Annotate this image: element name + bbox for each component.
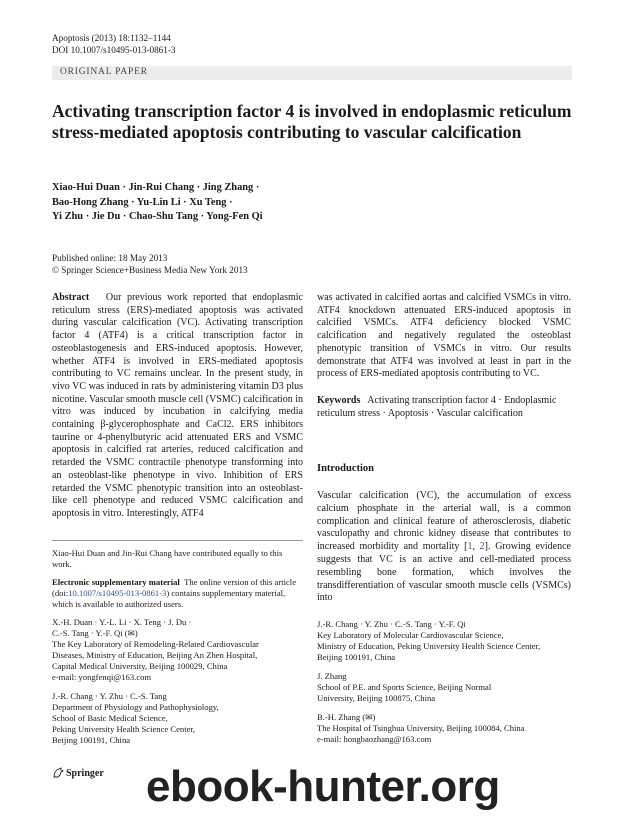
introduction-heading: Introduction: [317, 463, 374, 474]
intro-text-before: Vascular calcification (VC), the accumulation of excess calcium phosphate in the arterial wall, is a common complication and clinical feature of atherosclerosis, diabetic vasculopathy and chronic kidney disease that contributes to increased morbidity and mortality [: [317, 490, 571, 553]
affiliation-line: Department of Physiology and Pathophysiology,: [52, 702, 219, 712]
affiliation: [317, 619, 573, 663]
affiliation-line: The Key Laboratory of Remodeling-Related Cardiovascular: [52, 639, 259, 649]
affiliation-line: Beijing 100191, China: [52, 735, 131, 745]
section-label: ORIGINAL PAPER: [60, 67, 148, 77]
affiliation-line: University, Beijing 100875, China: [317, 693, 436, 703]
affiliation-names: B.-H. Zhang (✉): [317, 712, 376, 722]
copyright: © Springer Science+Business Media New York 2013: [52, 265, 248, 275]
journal-doi: DOI 10.1007/s10495-013-0861-3: [52, 45, 176, 55]
affiliation-line: School of Basic Medical Science,: [52, 713, 168, 723]
keywords: [317, 395, 571, 420]
ref-separator: ,: [472, 541, 480, 553]
affiliation-names: C.-S. Tang · Y.-F. Qi (✉): [52, 628, 138, 638]
affiliation-line: Beijing 100191, China: [317, 652, 396, 662]
affiliation: [52, 617, 303, 683]
publisher-name: Springer: [66, 768, 104, 779]
affiliation-email: e-mail: yongfenqi@163.com: [52, 672, 152, 682]
reference-link[interactable]: 1: [467, 541, 473, 553]
affiliation-line: Key Laboratory of Molecular Cardiovascular Science,: [317, 630, 504, 640]
introduction-text: [317, 490, 571, 605]
footnote-divider: [52, 540, 303, 541]
esm-text: The online version of this article (doi:: [52, 577, 297, 598]
affiliation-names: J. Zhang: [317, 671, 347, 681]
author-line: Yi Zhu · Jie Du · Chao-Shu Tang · Yong-Fen Qi: [52, 211, 263, 222]
affiliation-line: Peking University Health Science Center,: [52, 724, 196, 734]
abstract-left: [52, 292, 303, 521]
springer-horse-icon: [52, 767, 64, 779]
esm-heading: Electronic supplementary material: [52, 577, 180, 587]
author-line: Xiao-Hui Duan · Jin-Rui Chang · Jing Zhang ·: [52, 182, 260, 193]
affiliation: [317, 671, 573, 704]
abstract-text: Our previous work reported that endoplasmic reticulum stress (ERS)-mediated apoptosis was activated during vascular calcification (VC). Activating transcription factor 4 (ATF4) is a critical transcription factor in osteoblastogenesis and ERS-induced apoptosis. However, whether ATF4 is involved in ERS-mediated apoptosis contributing to VC remains unclear. In the present study, in vivo VC was induced in rats by administering vitamin D3 plus nicotine. Vascular smooth muscle cell (VSMC) calcification in vitro was induced by incubation in calcifying media containing β-glycerophosphate and CaCl2. ERS inhibitors taurine or 4-phenylbutyric acid attenuated ERS and VSMC apoptosis in calcified rat arteries, reduced calcification and retarded the VSMC contractile phenotype transforming into an osteoblast-like phenotype in vivo. Inhibition of ERS retarded the VSMC phenotypic transition into an osteoblast-like cell phenotype and reduced VSMC calcification and apoptosis in vitro. Interestingly, ATF4: [52, 292, 303, 519]
reference-link[interactable]: 2: [479, 541, 485, 553]
affiliation: [317, 712, 573, 745]
equal-contribution-note: Xiao-Hui Duan and Jin-Rui Chang have contributed equally to this work.: [52, 548, 283, 569]
journal-volume: Apoptosis (2013) 18:1132–1144: [52, 33, 171, 43]
publication-info: [52, 252, 248, 276]
keywords-heading: Keywords: [317, 395, 361, 406]
affiliation-line: Ministry of Education, Peking University Health Science Center,: [317, 641, 541, 651]
esm-doi-link[interactable]: 10.1007/s10495-013-0861-3: [68, 588, 167, 598]
journal-citation: [52, 32, 176, 56]
affiliation-line: The Hospital of Tsinghua University, Beijing 100084, China: [317, 723, 525, 733]
abstract-right: was activated in calcified aortas and calcified VSMCs in vitro. ATF4 knockdown attenuated ERS-induced apoptosis in calcified VSMCs. ATF4 deficiency blocked VSMC calcification and negatively regulated the osteoblast phenotypic transition of VSMCs in vitro. Our results demonstrate that ATF4 was involved at least in part in the process of ERS-mediated apoptosis contributing to VC.: [317, 292, 571, 380]
watermark: ebook-hunter.org: [146, 762, 500, 811]
published-date: Published online: 18 May 2013: [52, 253, 168, 263]
affiliation-line: School of P.E. and Sports Science, Beijing Normal: [317, 682, 492, 692]
affiliation-email: e-mail: hongbaozhang@163.com: [317, 734, 432, 744]
affiliation-line: Diseases, Ministry of Education, Beijing An Zhen Hospital,: [52, 650, 258, 660]
esm-note: [52, 577, 303, 610]
affiliation-names: J.-R. Chang · Y. Zhu · C.-S. Tang · Y.-F. Qi: [317, 619, 466, 629]
affiliation: [52, 691, 303, 746]
affiliation-names: X.-H. Duan · Y.-L. Li · X. Teng · J. Du ·: [52, 617, 192, 627]
abstract-heading: Abstract: [52, 292, 90, 303]
article-title: Activating transcription factor 4 is involved in endoplasmic reticulum stress-mediated apoptosis contributing to vascular calcification: [52, 101, 572, 142]
esm-text: ) contains supplementary material, which is available to authorized users.: [52, 588, 286, 609]
keywords-text: Activating transcription factor 4 · Endoplasmic reticulum stress · Apoptosis · Vascular calcification: [317, 395, 557, 419]
intro-text-after: ]. Growing evidence suggests that VC is an active and cell-mediated process resembling bone formation, which involves the transdifferentiation of vascular smooth muscle cells (VSMCs) into: [317, 541, 571, 604]
affiliation-names: J.-R. Chang · Y. Zhu · C.-S. Tang: [52, 691, 167, 701]
author-line: Bao-Hong Zhang · Yu-Lin Li · Xu Teng ·: [52, 196, 233, 208]
author-list: [52, 181, 352, 225]
affiliation-line: Capital Medical University, Beijing 100029, China: [52, 661, 228, 671]
